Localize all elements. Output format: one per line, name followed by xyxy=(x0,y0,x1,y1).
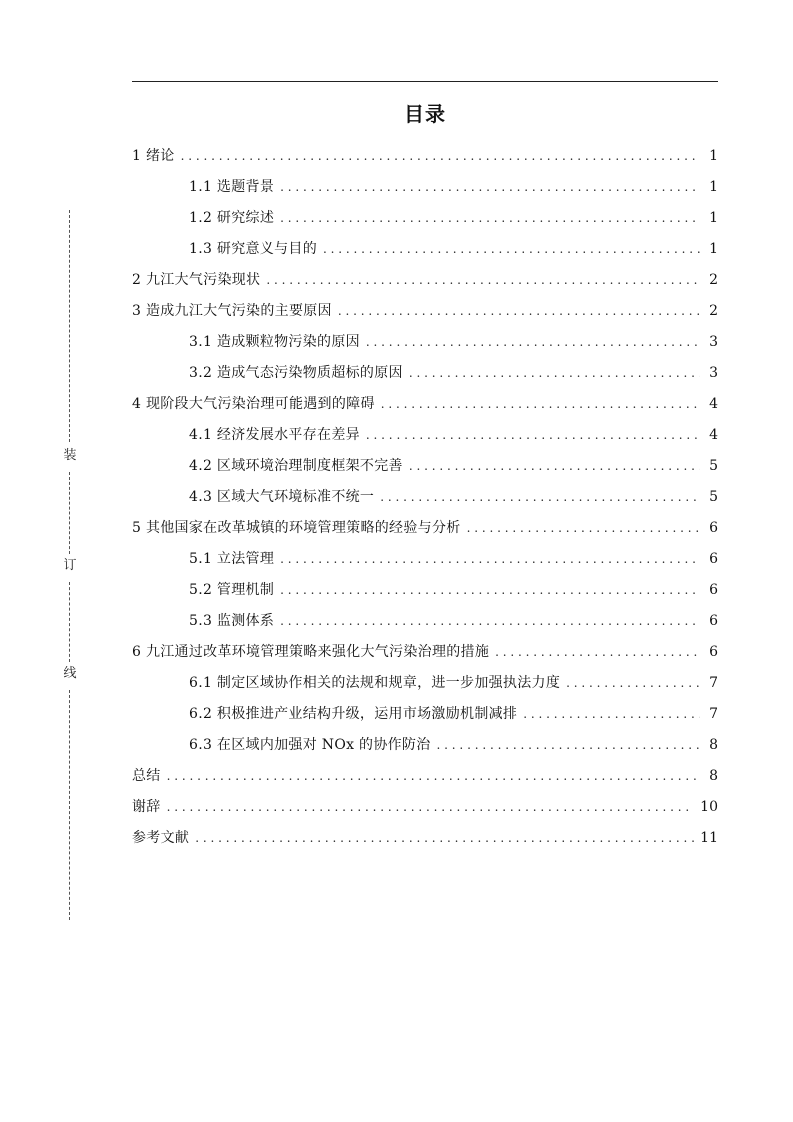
toc-entry[interactable] xyxy=(132,796,718,827)
toc-entry-title: 6 九江通过改革环境管理策略来强化大气污染治理的措施 xyxy=(132,644,490,660)
toc-dot-leader xyxy=(366,424,700,446)
toc-entry-title: 总结 xyxy=(132,768,161,784)
toc-entry[interactable] xyxy=(132,703,718,734)
toc-page-number: 7 xyxy=(709,706,718,722)
header-rule xyxy=(132,81,718,82)
toc-title: 目录 xyxy=(404,102,446,126)
toc-page-number: 6 xyxy=(709,613,718,629)
toc-dot-leader xyxy=(495,641,700,663)
toc-page-number: 4 xyxy=(709,427,718,443)
toc-entry-title: 4.1 经济发展水平存在差异 xyxy=(189,427,360,443)
toc-entry-title: 参考文献 xyxy=(132,830,190,846)
toc-entry-title: 1.3 研究意义与目的 xyxy=(189,241,318,257)
toc-entry[interactable] xyxy=(132,331,718,362)
binding-dash xyxy=(69,582,70,662)
toc-dot-leader xyxy=(181,145,700,167)
toc-page-number: 5 xyxy=(709,489,718,505)
toc-page-number: 6 xyxy=(709,644,718,660)
toc-entry[interactable] xyxy=(132,517,718,548)
toc-page-number: 2 xyxy=(709,303,718,319)
toc-entry-title: 5.3 监测体系 xyxy=(189,613,275,629)
toc-entry[interactable] xyxy=(132,269,718,300)
toc-entry-title: 4.2 区域环境治理制度框架不完善 xyxy=(189,458,403,474)
toc-dot-leader xyxy=(338,300,700,322)
toc-page-number: 1 xyxy=(709,210,718,226)
toc-entry[interactable] xyxy=(132,734,718,765)
toc-dot-leader xyxy=(280,548,700,570)
toc-dot-leader xyxy=(366,331,700,353)
toc-entry[interactable] xyxy=(132,145,718,176)
toc-dot-leader xyxy=(280,176,700,198)
toc-dot-leader xyxy=(280,610,700,632)
toc-page-number: 10 xyxy=(700,799,718,815)
toc-page-number: 6 xyxy=(709,582,718,598)
binding-dash xyxy=(69,472,70,554)
toc-dot-leader xyxy=(167,765,700,787)
table-of-contents xyxy=(132,145,718,858)
toc-page-number: 3 xyxy=(709,334,718,350)
toc-dot-leader xyxy=(437,734,700,756)
toc-page-number: 11 xyxy=(700,830,718,846)
toc-entry[interactable] xyxy=(132,672,718,703)
toc-entry-title: 2 九江大气污染现状 xyxy=(132,272,261,288)
toc-entry[interactable] xyxy=(132,238,718,269)
toc-page-number: 1 xyxy=(709,148,718,164)
toc-dot-leader xyxy=(380,486,700,508)
toc-page-number: 2 xyxy=(709,272,718,288)
toc-dot-leader xyxy=(409,362,700,384)
toc-entry[interactable] xyxy=(132,362,718,393)
toc-dot-leader xyxy=(280,579,700,601)
toc-entry[interactable] xyxy=(132,207,718,238)
toc-entry[interactable] xyxy=(132,827,718,858)
toc-dot-leader xyxy=(280,207,700,229)
toc-entry-title: 6.3 在区域内加强对 NOx 的协作防治 xyxy=(189,737,431,753)
toc-entry-title: 4.3 区域大气环境标准不统一 xyxy=(189,489,375,505)
toc-page-number: 5 xyxy=(709,458,718,474)
toc-dot-leader xyxy=(566,672,700,694)
toc-entry[interactable] xyxy=(132,486,718,517)
binding-line xyxy=(62,210,78,920)
binding-dash xyxy=(69,210,70,442)
toc-dot-leader xyxy=(409,455,700,477)
toc-entry-title: 5.1 立法管理 xyxy=(189,551,275,567)
toc-page-number: 1 xyxy=(709,179,718,195)
toc-entry-title: 3.2 造成气态污染物质超标的原因 xyxy=(189,365,403,381)
toc-page-number: 4 xyxy=(709,396,718,412)
toc-dot-leader xyxy=(195,827,694,849)
toc-entry-title: 3.1 造成颗粒物污染的原因 xyxy=(189,334,360,350)
toc-entry-title: 1 绪论 xyxy=(132,148,175,164)
binding-mark-zhuang: 装 xyxy=(63,448,77,463)
toc-page-number: 6 xyxy=(709,551,718,567)
binding-mark-xian: 线 xyxy=(63,666,77,681)
toc-entry-title: 1.1 选题背景 xyxy=(189,179,275,195)
toc-page-number: 3 xyxy=(709,365,718,381)
toc-entry[interactable] xyxy=(132,424,718,455)
toc-page-number: 1 xyxy=(709,241,718,257)
toc-entry-title: 4 现阶段大气污染治理可能遇到的障碍 xyxy=(132,396,375,412)
toc-entry-title: 6.1 制定区域协作相关的法规和规章，进一步加强执法力度 xyxy=(189,675,561,691)
toc-dot-leader xyxy=(381,393,700,415)
toc-page-number: 7 xyxy=(709,675,718,691)
toc-dot-leader xyxy=(167,796,695,818)
toc-page-number: 8 xyxy=(709,737,718,753)
toc-entry-title: 5 其他国家在改革城镇的环境管理策略的经验与分析 xyxy=(132,520,461,536)
toc-dot-leader xyxy=(467,517,700,539)
toc-entry[interactable] xyxy=(132,765,718,796)
toc-dot-leader xyxy=(266,269,700,291)
toc-entry-title: 谢辞 xyxy=(132,799,161,815)
toc-dot-leader xyxy=(323,238,700,260)
binding-mark-ding: 订 xyxy=(63,558,77,573)
toc-entry[interactable] xyxy=(132,610,718,641)
toc-entry[interactable] xyxy=(132,393,718,424)
toc-dot-leader xyxy=(523,703,700,725)
toc-entry[interactable] xyxy=(132,455,718,486)
toc-page-number: 8 xyxy=(709,768,718,784)
toc-page-number: 6 xyxy=(709,520,718,536)
toc-entry[interactable] xyxy=(132,579,718,610)
toc-entry[interactable] xyxy=(132,641,718,672)
binding-dash xyxy=(69,690,70,920)
toc-entry-title: 3 造成九江大气污染的主要原因 xyxy=(132,303,332,319)
toc-entry[interactable] xyxy=(132,176,718,207)
toc-entry-title: 1.2 研究综述 xyxy=(189,210,275,226)
toc-entry[interactable] xyxy=(132,300,718,331)
toc-entry[interactable] xyxy=(132,548,718,579)
toc-entry-title: 6.2 积极推进产业结构升级，运用市场激励机制减排 xyxy=(189,706,518,722)
toc-entry-title: 5.2 管理机制 xyxy=(189,582,275,598)
